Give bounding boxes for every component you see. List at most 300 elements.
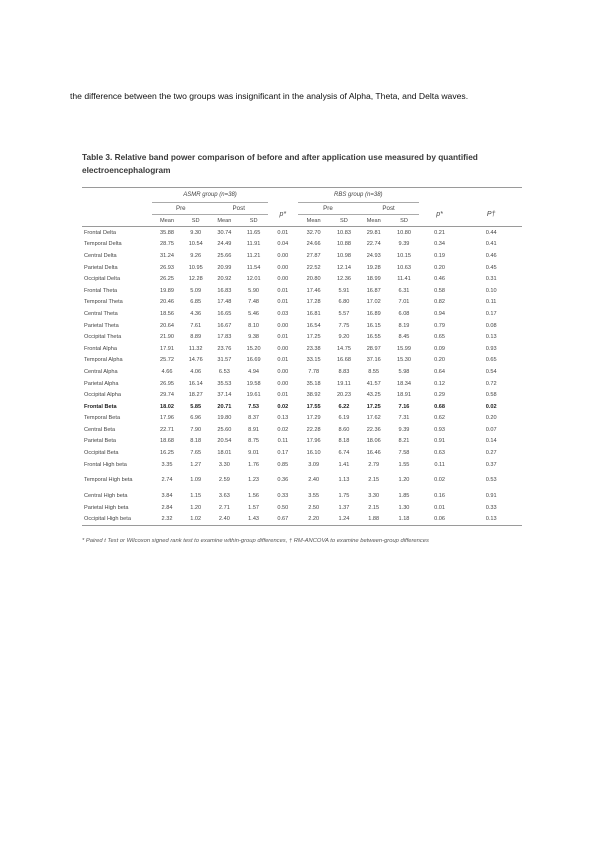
cell-a-post-mean: 37.14 xyxy=(217,392,232,399)
cell-r-post-sd: 6.31 xyxy=(398,287,410,294)
cell-a-post-sd: 7.53 xyxy=(248,403,260,410)
cell-r-post-sd: 1.55 xyxy=(398,461,410,468)
row-label: Frontal Alpha xyxy=(84,345,117,352)
cell-r-post-sd: 1.30 xyxy=(398,504,410,511)
cell-r-pre-sd: 1.41 xyxy=(338,461,350,468)
row-label: Occipital Beta xyxy=(84,450,119,457)
cell-r-post-mean: 28.97 xyxy=(366,345,381,352)
cell-a-pre-mean: 21.90 xyxy=(160,334,174,341)
cell-r-pre-sd: 1.13 xyxy=(338,477,350,484)
cell-p-between: 0.65 xyxy=(485,357,497,364)
cell-a-p: 0.00 xyxy=(277,368,289,375)
cell-r-post-sd: 6.08 xyxy=(398,310,410,317)
table-row xyxy=(82,227,522,239)
cell-r-p: 0.62 xyxy=(434,415,446,422)
cell-a-pre-mean: 3.84 xyxy=(161,493,173,500)
cell-r-pre-mean: 17.55 xyxy=(306,403,321,410)
cell-a-pre-mean: 35.88 xyxy=(160,229,174,236)
cell-p-between: 0.11 xyxy=(485,299,497,306)
cell-a-pre-sd: 7.90 xyxy=(190,426,202,433)
cell-a-p: 0.01 xyxy=(277,357,289,364)
cell-a-post-sd: 19.58 xyxy=(246,380,261,387)
cell-a-pre-sd: 6.96 xyxy=(190,415,202,422)
cell-p-between: 0.07 xyxy=(485,426,497,433)
cell-r-p: 0.11 xyxy=(434,461,445,468)
cell-a-p: 0.01 xyxy=(277,392,289,399)
cell-r-p: 0.94 xyxy=(434,310,446,317)
row-label: Frontal High beta xyxy=(84,461,127,468)
cell-p-between: 0.17 xyxy=(485,310,497,317)
cell-a-post-mean: 17.48 xyxy=(217,299,232,306)
cell-a-p: 0.01 xyxy=(277,299,289,306)
cell-r-p: 0.58 xyxy=(434,287,446,294)
cell-r-pre-sd: 9.20 xyxy=(338,334,350,341)
row-label: Central Alpha xyxy=(84,368,118,375)
cell-r-post-mean: 18.99 xyxy=(366,276,381,283)
cell-r-post-sd: 9.39 xyxy=(398,426,410,433)
cell-r-post-sd: 7.31 xyxy=(398,415,410,422)
row-label: Parietal High beta xyxy=(84,504,129,511)
cell-r-pre-mean: 33.15 xyxy=(306,357,321,364)
cell-p-between: 0.20 xyxy=(485,415,497,422)
cell-r-post-sd: 8.45 xyxy=(398,334,410,341)
cell-p-between: 0.31 xyxy=(485,276,497,283)
cell-r-p: 0.02 xyxy=(434,477,446,484)
cell-p-between: 0.14 xyxy=(485,438,497,445)
header-blank xyxy=(460,188,522,203)
cell-r-p: 0.21 xyxy=(434,229,446,236)
cell-r-pre-mean: 16.54 xyxy=(306,322,321,329)
cell-a-pre-sd: 1.20 xyxy=(190,504,202,511)
cell-a-p: 0.36 xyxy=(277,477,289,484)
table-row xyxy=(82,308,522,320)
row-label: Occipital Theta xyxy=(84,334,122,341)
cell-r-post-sd: 10.15 xyxy=(396,252,411,259)
cell-r-pre-sd: 5.91 xyxy=(338,287,350,294)
cell-r-pre-mean: 2.20 xyxy=(298,514,330,526)
cell-r-pre-mean: 22.28 xyxy=(306,426,321,433)
cell-r-pre-mean: 20.80 xyxy=(306,276,321,283)
cell-a-post-sd: 4.94 xyxy=(248,368,260,375)
cell-a-pre-sd: 14.76 xyxy=(188,357,203,364)
cell-a-post-mean: 2.71 xyxy=(218,504,230,511)
cell-p-between: 0.45 xyxy=(485,264,497,271)
cell-a-pre-sd: 8.89 xyxy=(190,334,202,341)
relative-band-power-table xyxy=(82,187,522,526)
cell-p-between: 0.44 xyxy=(485,229,497,236)
cell-r-pre-mean: 2.40 xyxy=(308,477,320,484)
cell-a-p: 0.04 xyxy=(277,241,289,248)
cell-r-pre-sd: 8.83 xyxy=(338,368,350,375)
cell-a-pre-mean: 18.68 xyxy=(160,438,174,445)
table-row xyxy=(82,424,522,436)
cell-r-pre-mean: 22.52 xyxy=(306,264,321,271)
table-row xyxy=(82,331,522,343)
cell-a-post-mean: 19.80 xyxy=(217,415,232,422)
cell-a-pre-mean: 26.25 xyxy=(160,276,174,283)
table-row xyxy=(82,502,522,514)
cell-r-post-sd: 15.99 xyxy=(396,345,411,352)
cell-a-pre-sd: 12.28 xyxy=(188,276,203,283)
cell-a-pre-mean: 28.75 xyxy=(160,241,174,248)
row-label: Frontal Delta xyxy=(84,229,117,236)
cell-a-post-mean: 3.30 xyxy=(218,461,230,468)
cell-a-p: 0.01 xyxy=(277,229,289,236)
cell-r-p: 0.19 xyxy=(434,252,446,259)
cell-r-p: 0.65 xyxy=(434,334,446,341)
cell-p-between: 0.41 xyxy=(485,241,497,248)
cell-r-pre-mean: 16.10 xyxy=(306,450,321,457)
cell-r-pre-mean: 38.92 xyxy=(306,392,321,399)
cell-r-post-sd: 7.58 xyxy=(398,450,410,457)
cell-r-pre-sd: 10.88 xyxy=(336,241,351,248)
cell-a-pre-sd: 5.85 xyxy=(190,403,202,410)
cell-a-pre-mean: 17.96 xyxy=(160,415,174,422)
cell-a-pre-sd: 16.14 xyxy=(188,380,203,387)
cell-r-p: 0.16 xyxy=(434,493,446,500)
cell-r-pre-sd: 20.23 xyxy=(336,392,351,399)
cell-a-post-sd: 1.56 xyxy=(248,493,260,500)
cell-r-post-mean: 17.62 xyxy=(366,415,381,422)
cell-p-between: 0.53 xyxy=(485,477,497,484)
cell-a-post-sd: 9.38 xyxy=(248,334,260,341)
cell-r-post-sd: 10.63 xyxy=(396,264,411,271)
table-row xyxy=(82,378,522,390)
cell-a-post-mean: 20.54 xyxy=(217,438,232,445)
cell-a-post-sd: 11.65 xyxy=(246,229,261,236)
cell-r-pre-sd: 10.83 xyxy=(336,229,351,236)
cell-a-pre-mean: 26.95 xyxy=(160,380,174,387)
cell-p-between: 0.10 xyxy=(485,287,497,294)
cell-a-post-sd: 8.37 xyxy=(248,415,260,422)
cell-a-pre-mean: 25.72 xyxy=(160,357,174,364)
cell-a-p: 0.02 xyxy=(277,403,289,410)
cell-r-pre-mean: 17.96 xyxy=(306,438,321,445)
row-label: Temporal Beta xyxy=(84,415,121,422)
table-row xyxy=(82,262,522,274)
cell-a-p: 0.03 xyxy=(277,310,289,317)
cell-r-pre-mean: 2.50 xyxy=(308,504,320,511)
cell-a-pre-mean: 20.46 xyxy=(160,299,174,306)
cell-a-pre-sd: 10.54 xyxy=(188,241,203,248)
rbs-pre-header: Pre xyxy=(298,203,359,215)
cell-a-post-sd: 11.91 xyxy=(246,241,261,248)
cell-r-post-sd: 5.98 xyxy=(398,368,410,375)
cell-r-pre-mean: 32.70 xyxy=(306,229,321,236)
cell-r-post-sd: 7.01 xyxy=(398,299,410,306)
header-blank xyxy=(82,215,152,227)
col-sd: SD xyxy=(182,215,210,227)
asmr-post-header: Post xyxy=(210,203,268,215)
table-row xyxy=(82,239,522,251)
row-label: Parietal Beta xyxy=(84,438,117,445)
cell-r-post-mean: 29.81 xyxy=(366,229,381,236)
table-row xyxy=(82,447,522,459)
cell-r-p: 0.12 xyxy=(434,380,446,387)
cell-a-pre-mean: 16.25 xyxy=(160,450,174,457)
cell-a-p: 0.17 xyxy=(277,450,289,457)
header-blank xyxy=(268,188,298,203)
row-label: Frontal Beta xyxy=(84,403,117,410)
row-label: Temporal Delta xyxy=(84,241,122,248)
asmr-group-header: ASMR group (n=38) xyxy=(152,188,268,203)
cell-r-pre-sd: 14.75 xyxy=(336,345,351,352)
cell-a-pre-sd: 5.09 xyxy=(190,287,202,294)
cell-p-between: 0.33 xyxy=(485,504,497,511)
cell-r-post-sd: 1.20 xyxy=(398,477,410,484)
cell-a-pre-mean: 22.71 xyxy=(160,426,174,433)
cell-r-pre-mean: 17.29 xyxy=(306,415,321,422)
cell-a-post-mean: 23.76 xyxy=(217,345,232,352)
rbs-p-label: p* xyxy=(436,210,443,218)
table-row xyxy=(82,273,522,285)
cell-r-p: 0.82 xyxy=(434,299,446,306)
table-row xyxy=(82,490,522,502)
cell-a-pre-sd: 11.32 xyxy=(188,345,203,352)
cell-a-pre-sd: 10.95 xyxy=(188,264,203,271)
cell-a-p: 0.67 xyxy=(268,514,298,526)
table-row xyxy=(82,436,522,448)
cell-r-p: 0.20 xyxy=(434,264,446,271)
cell-a-pre-sd: 9.30 xyxy=(190,229,202,236)
row-label: Temporal High beta xyxy=(84,477,133,484)
cell-a-pre-mean: 3.35 xyxy=(161,461,173,468)
cell-r-p: 0.29 xyxy=(434,392,446,399)
row-label: Temporal Alpha xyxy=(84,357,123,364)
cell-r-post-sd: 8.19 xyxy=(398,322,410,329)
row-label: Central High beta xyxy=(84,493,128,500)
cell-r-p: 0.06 xyxy=(419,514,460,526)
cell-a-post-sd: 1.23 xyxy=(248,477,260,484)
cell-r-pre-sd: 6.19 xyxy=(338,415,350,422)
cell-r-p: 0.64 xyxy=(434,368,446,375)
cell-a-post-sd: 19.61 xyxy=(246,392,261,399)
cell-r-pre-mean: 3.55 xyxy=(308,493,320,500)
cell-a-pre-mean: 29.74 xyxy=(160,392,174,399)
cell-a-p: 0.02 xyxy=(277,426,289,433)
table-row xyxy=(82,355,522,367)
cell-p-between: 0.58 xyxy=(485,392,497,399)
cell-a-p: 0.00 xyxy=(277,345,289,352)
cell-r-pre-sd: 6.74 xyxy=(338,450,350,457)
cell-r-post-sd: 11.41 xyxy=(397,276,411,283)
rbs-group-header: RBS group (n=38) xyxy=(298,188,419,203)
cell-r-pre-sd: 10.98 xyxy=(336,252,351,259)
cell-r-pre-mean: 16.81 xyxy=(306,310,321,317)
row-label: Central Beta xyxy=(84,426,116,433)
cell-a-post-mean: 17.83 xyxy=(217,334,232,341)
cell-a-post-sd: 11.54 xyxy=(246,264,261,271)
cell-a-pre-mean: 2.84 xyxy=(161,504,173,511)
cell-r-p: 0.01 xyxy=(434,504,446,511)
cell-r-post-sd: 8.21 xyxy=(398,438,410,445)
cell-a-pre-mean: 17.91 xyxy=(160,345,174,352)
cell-r-post-mean: 24.93 xyxy=(366,252,381,259)
cell-r-post-sd: 9.39 xyxy=(398,241,410,248)
cell-a-pre-mean: 18.02 xyxy=(160,403,174,410)
row-label: Parietal Delta xyxy=(84,264,118,271)
cell-r-post-mean: 41.57 xyxy=(366,380,381,387)
cell-r-pre-mean: 7.78 xyxy=(308,368,320,375)
cell-r-pre-mean: 3.09 xyxy=(308,461,320,468)
cell-a-post-mean: 16.67 xyxy=(217,322,232,329)
cell-a-pre-mean: 19.89 xyxy=(160,287,174,294)
cell-r-post-sd: 1.85 xyxy=(398,493,410,500)
cell-r-post-mean: 37.16 xyxy=(366,357,381,364)
table-row xyxy=(82,343,522,355)
cell-a-post-mean: 20.92 xyxy=(217,276,232,283)
table-row xyxy=(82,470,522,490)
row-label: Frontal Theta xyxy=(84,287,118,294)
table-row xyxy=(82,514,522,526)
cell-r-pre-mean: 17.28 xyxy=(306,299,321,306)
cell-r-p: 0.46 xyxy=(434,276,446,283)
cell-r-post-sd: 18.91 xyxy=(396,392,411,399)
asmr-p-header xyxy=(268,203,298,227)
table-row xyxy=(82,459,522,471)
cell-a-p: 0.85 xyxy=(277,461,289,468)
cell-p-between: 0.72 xyxy=(485,380,497,387)
cell-a-pre-sd: 1.02 xyxy=(182,514,210,526)
cell-r-p: 0.79 xyxy=(434,322,446,329)
row-label: Central Theta xyxy=(84,310,118,317)
cell-p-between: 0.02 xyxy=(485,403,497,410)
cell-r-post-mean: 16.89 xyxy=(366,310,381,317)
cell-a-post-mean: 25.60 xyxy=(217,426,232,433)
cell-a-p: 0.00 xyxy=(277,322,289,329)
cell-a-post-sd: 8.10 xyxy=(248,322,260,329)
cell-r-post-mean: 18.06 xyxy=(366,438,381,445)
cell-a-post-sd: 1.76 xyxy=(248,461,260,468)
intro-paragraph: the difference between the two groups was insignificant in the analysis of Alpha, Theta, and Delta waves. xyxy=(70,91,469,101)
cell-a-post-sd: 7.48 xyxy=(248,299,260,306)
cell-a-p: 0.01 xyxy=(277,334,289,341)
cell-a-post-mean: 30.74 xyxy=(217,229,232,236)
cell-a-p: 0.01 xyxy=(277,287,289,294)
row-label: Occipital High beta xyxy=(82,514,152,526)
cell-a-p: 0.00 xyxy=(277,380,289,387)
cell-a-pre-mean: 2.74 xyxy=(161,477,173,484)
col-mean: Mean xyxy=(298,215,330,227)
cell-r-post-sd: 7.16 xyxy=(398,403,410,410)
table-row xyxy=(82,413,522,425)
rbs-p-header xyxy=(419,203,460,227)
cell-r-pre-sd: 19.11 xyxy=(337,380,351,387)
cell-p-between: 0.91 xyxy=(485,493,497,500)
cell-r-p: 0.34 xyxy=(434,241,446,248)
cell-p-between: 0.27 xyxy=(485,450,497,457)
table-row xyxy=(82,366,522,378)
cell-r-pre-sd: 1.75 xyxy=(338,493,350,500)
cell-r-post-sd: 1.18 xyxy=(389,514,419,526)
header-blank xyxy=(82,203,152,215)
table-row xyxy=(82,401,522,413)
cell-r-p: 0.09 xyxy=(434,345,446,352)
cell-r-p: 0.20 xyxy=(434,357,446,364)
cell-a-pre-sd: 4.36 xyxy=(190,310,202,317)
between-p-header xyxy=(460,203,522,227)
cell-r-pre-sd: 1.24 xyxy=(330,514,359,526)
cell-r-pre-sd: 16.68 xyxy=(336,357,351,364)
col-sd: SD xyxy=(330,215,359,227)
cell-p-between: 0.13 xyxy=(460,514,522,526)
cell-a-post-mean: 20.71 xyxy=(217,403,232,410)
table-footnote: * Paired t Test or Wilcoxon signed rank test to examine within-group differences, † RM-ANCOVA to examine between-group differences xyxy=(82,538,429,544)
cell-a-post-mean: 20.99 xyxy=(217,264,232,271)
between-p-label: P† xyxy=(486,210,496,218)
table-row xyxy=(82,389,522,401)
cell-a-pre-mean: 2.32 xyxy=(152,514,182,526)
header-blank xyxy=(419,188,460,203)
cell-a-p: 0.11 xyxy=(277,438,289,445)
cell-p-between: 0.46 xyxy=(485,252,497,259)
cell-a-post-mean: 16.65 xyxy=(217,310,232,317)
cell-a-post-sd: 16.69 xyxy=(246,357,261,364)
cell-a-post-sd: 8.75 xyxy=(248,438,260,445)
row-label: Parietal Alpha xyxy=(84,380,119,387)
cell-a-pre-sd: 1.15 xyxy=(190,493,202,500)
cell-a-post-sd: 1.43 xyxy=(239,514,268,526)
cell-a-pre-mean: 31.24 xyxy=(160,252,174,259)
col-mean: Mean xyxy=(210,215,240,227)
cell-r-pre-sd: 7.75 xyxy=(338,322,350,329)
row-label: Temporal Theta xyxy=(84,299,123,306)
cell-a-pre-sd: 1.27 xyxy=(190,461,202,468)
cell-a-pre-mean: 4.66 xyxy=(161,368,173,375)
cell-a-post-mean: 2.40 xyxy=(210,514,240,526)
cell-r-pre-mean: 35.18 xyxy=(306,380,321,387)
cell-r-post-mean: 2.15 xyxy=(368,477,380,484)
cell-a-post-mean: 16.83 xyxy=(217,287,232,294)
cell-r-pre-mean: 17.25 xyxy=(306,334,321,341)
asmr-pre-header: Pre xyxy=(152,203,209,215)
rbs-post-header: Post xyxy=(358,203,419,215)
cell-a-post-mean: 3.63 xyxy=(218,493,230,500)
cell-a-post-mean: 25.66 xyxy=(217,252,232,259)
cell-r-pre-sd: 12.14 xyxy=(336,264,351,271)
cell-a-pre-mean: 20.64 xyxy=(160,322,174,329)
cell-a-post-sd: 9.01 xyxy=(248,450,260,457)
cell-r-pre-sd: 5.57 xyxy=(338,310,350,317)
cell-r-pre-sd: 6.22 xyxy=(338,403,350,410)
cell-a-post-mean: 2.59 xyxy=(218,477,230,484)
cell-a-pre-sd: 7.61 xyxy=(190,322,202,329)
cell-r-pre-mean: 27.87 xyxy=(306,252,321,259)
table-row xyxy=(82,250,522,262)
row-label: Central Delta xyxy=(84,252,117,259)
cell-r-post-mean: 8.55 xyxy=(368,368,380,375)
cell-a-pre-sd: 9.26 xyxy=(190,252,202,259)
cell-a-pre-sd: 4.06 xyxy=(190,368,202,375)
cell-a-post-sd: 12.01 xyxy=(246,276,261,283)
cell-a-post-mean: 31.57 xyxy=(217,357,232,364)
table-row xyxy=(82,297,522,309)
cell-r-post-mean: 16.55 xyxy=(366,334,381,341)
cell-r-pre-mean: 23.38 xyxy=(306,345,321,352)
cell-a-p: 0.00 xyxy=(277,276,289,283)
cell-a-pre-sd: 6.85 xyxy=(190,299,202,306)
cell-r-post-mean: 16.87 xyxy=(366,287,381,294)
cell-p-between: 0.08 xyxy=(485,322,497,329)
cell-r-pre-sd: 8.18 xyxy=(338,438,350,445)
cell-p-between: 0.54 xyxy=(485,368,497,375)
cell-r-p: 0.68 xyxy=(434,403,446,410)
table-body xyxy=(82,227,522,526)
cell-p-between: 0.37 xyxy=(485,461,497,468)
cell-a-post-sd: 11.21 xyxy=(246,252,261,259)
cell-r-p: 0.63 xyxy=(434,450,446,457)
cell-a-p: 0.33 xyxy=(277,493,289,500)
